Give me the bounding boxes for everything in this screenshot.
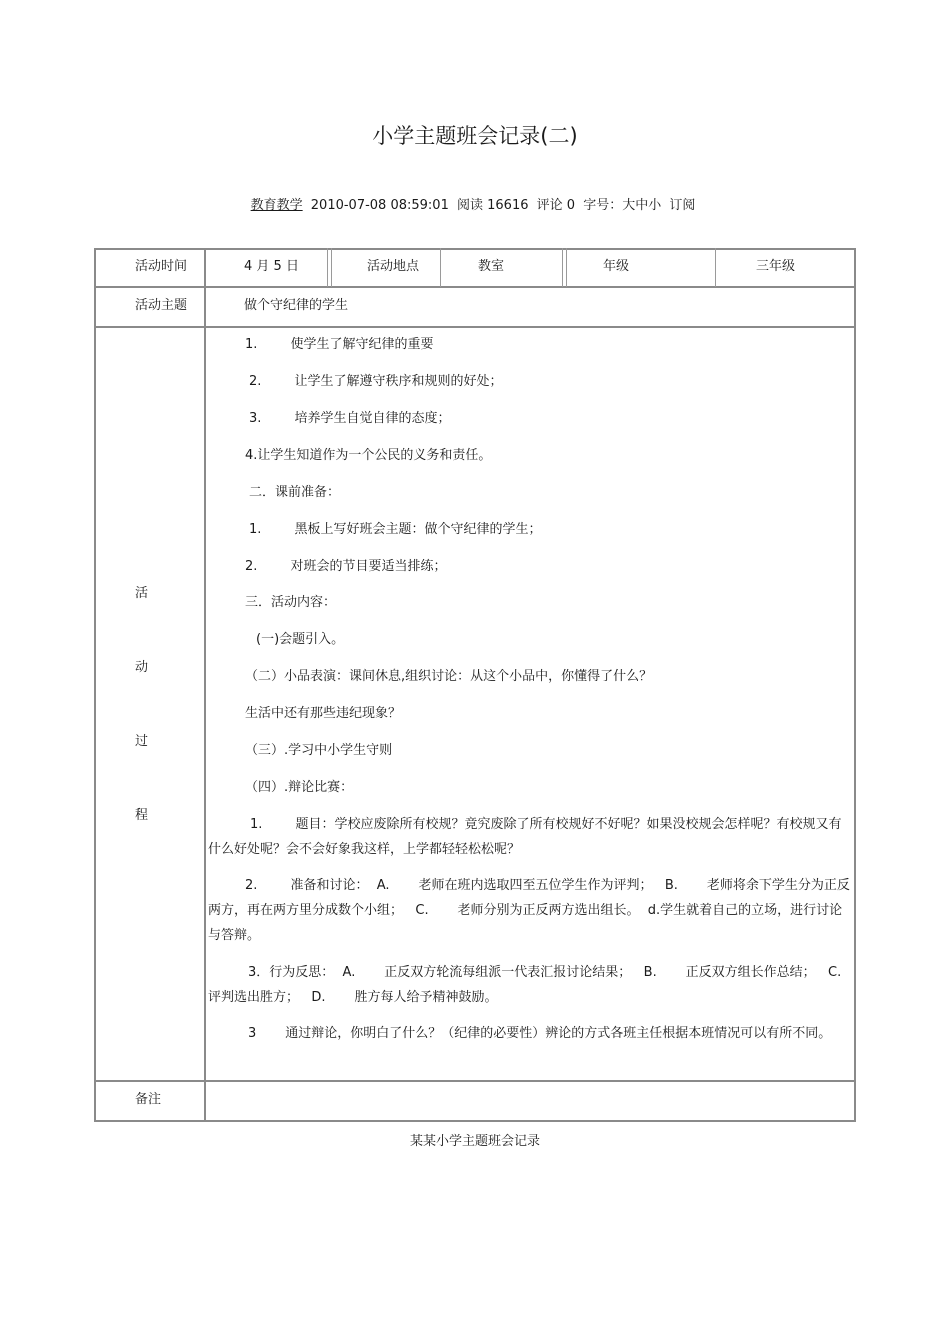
read-count: 阅读 16616 <box>457 198 529 213</box>
table-col-divider <box>331 248 332 287</box>
process-line: 三．活动内容： <box>245 595 337 610</box>
process-label-char: 程 <box>135 808 149 823</box>
process-line: 2. 对班会的节目要适当排练； <box>245 559 447 574</box>
process-label-char: 过 <box>135 734 149 749</box>
remark-label: 备注 <box>135 1092 162 1107</box>
process-line: 4.让学生知道作为一个公民的义务和责任。 <box>245 448 492 463</box>
table-border-left <box>94 248 96 1122</box>
table-col-divider <box>566 248 567 287</box>
process-line: 3. 培养学生自觉自律的态度； <box>249 411 451 426</box>
table-col-divider <box>327 248 328 287</box>
grade-label: 年级 <box>603 259 630 274</box>
table-border-bottom <box>95 1120 856 1122</box>
table-row-divider <box>95 286 856 288</box>
process-line: 2. 让学生了解遵守秩序和规则的好处； <box>249 374 503 389</box>
process-paragraph: 3 通过辩论，你明白了什么？（纪律的必要性）辨论的方式各班主任根据本班情况可以有所不同。 <box>248 1026 832 1041</box>
time-label: 活动时间 <box>135 259 188 274</box>
table-col-divider <box>204 248 206 1122</box>
process-paragraph: 1. 题目：学校应废除所有校规？竟究废除了所有校规好不好呢？如果没校规会怎样呢？有校规又有什么好处呢？会不会好象我这样，上学都轻轻松松呢？ <box>208 817 842 857</box>
table-col-divider <box>562 248 563 287</box>
process-line: (一)会题引入。 <box>256 632 345 647</box>
comment-count[interactable]: 评论 0 <box>536 198 576 213</box>
footer-caption: 某某小学主题班会记录 <box>409 1134 540 1149</box>
theme-value: 做个守纪律的学生 <box>244 298 349 313</box>
table-col-divider <box>715 248 716 287</box>
table-row-divider <box>95 326 856 328</box>
font-size-options[interactable]: 字号：大中小 <box>583 198 662 213</box>
table-border-right <box>854 248 856 1122</box>
process-line: 二．课前准备： <box>249 485 341 500</box>
table-row-divider <box>95 1080 856 1082</box>
subscribe-link[interactable]: 订阅 <box>669 198 696 213</box>
process-paragraph: 3．行为反思： A. 正反双方轮流每组派一代表汇报讨论结果； B. 正反双方组长作总结； C. 评判选出胜方； D. 胜方每人给予精神鼓励。 <box>208 965 871 1005</box>
table-col-divider <box>440 248 441 287</box>
category-link[interactable]: 教育教学 <box>250 198 303 213</box>
process-line: 1. 黑板上写好班会主题：做个守纪律的学生； <box>249 522 542 537</box>
time-value: 4 月 5 日 <box>244 259 299 274</box>
place-value: 教室 <box>478 259 505 274</box>
process-label-char: 动 <box>135 660 149 675</box>
page-title: 小学主题班会记录(二) <box>372 124 578 148</box>
process-line: （二）小品表演：课间休息,组织讨论：从这个小品中，你懂得了什么？ <box>245 669 653 684</box>
process-line: （四）.辩论比赛： <box>245 780 354 795</box>
process-label-char: 活 <box>135 586 149 601</box>
process-line: （三）.学习中小学生守则 <box>245 743 393 758</box>
process-line: 1. 使学生了解守纪律的重要 <box>245 337 434 352</box>
theme-label: 活动主题 <box>135 298 188 313</box>
post-datetime: 2010-07-08 08:59:01 <box>310 198 449 213</box>
place-label: 活动地点 <box>367 259 420 274</box>
process-line: 生活中还有那些违纪现象？ <box>245 706 402 721</box>
article-meta <box>0 194 950 213</box>
table-border-top <box>95 248 856 250</box>
grade-value: 三年级 <box>756 259 796 274</box>
process-paragraph: 2. 准备和讨论： A. 老师在班内选取四至五位学生作为评判； B. 老师将余下学生分为正反两方，再在两方里分成数个小组； C. 老师分别为正反两方选出组长。 d.学生就着自己的立场，进行讨论与答辩。 <box>208 878 850 943</box>
